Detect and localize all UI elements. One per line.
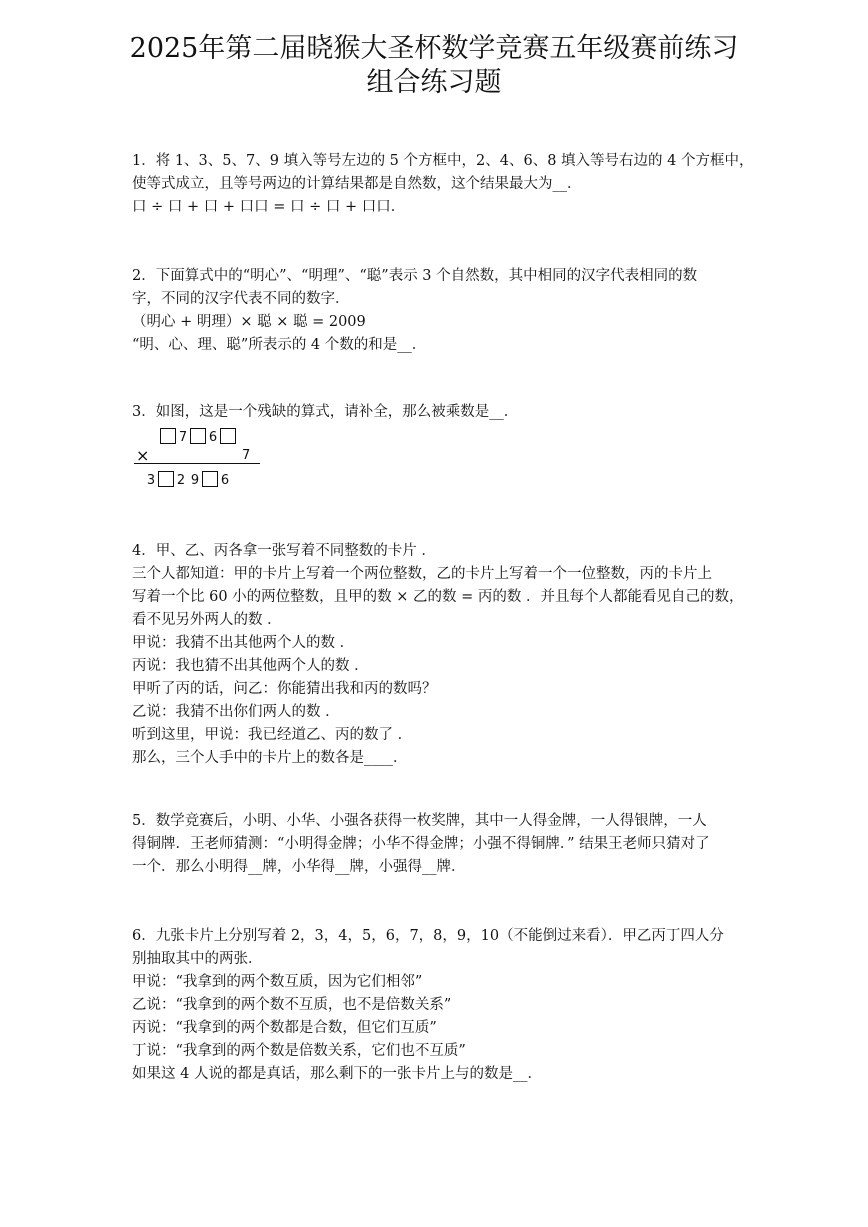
question-6-line: 如果这 4 人说的都是真话，那么剩下的一张卡片上与的数是__． — [132, 1066, 542, 1082]
question-1-line: 使等式成立，且等号两边的计算结果都是自然数，这个结果最大为__． — [132, 176, 582, 192]
question-3 — [132, 401, 742, 424]
page-title: 2025年第二届晓猴大圣杯数学竞赛五年级赛前练习 — [129, 33, 739, 64]
blank-box — [190, 428, 206, 444]
question-5-line: 得铜牌．王老师猜测：“小明得金牌；小华不得金牌；小强不得铜牌．” 结果王老师只猜对了 — [132, 836, 710, 852]
digit: 7 — [178, 430, 188, 445]
product-row — [144, 471, 232, 488]
question-4 — [132, 540, 742, 770]
question-6-line: 乙说：“我拿到的两个数不互质，也不是倍数关系” — [132, 997, 452, 1013]
question-1 — [132, 150, 754, 219]
question-4-line: 甲说：我猜不出其他两个人的数 ． — [132, 635, 355, 651]
question-1-equation: 口 ÷ 口 + 口 + 口口 = 口 ÷ 口 + 口口． — [132, 199, 406, 215]
question-6-line: 6．九张卡片上分别写着 2，3，4，5，6，7，8，9，10（不能倒过来看）．甲乙丙丁四人分 — [132, 928, 724, 944]
question-4-line: 那么，三个人手中的卡片上的数各是____． — [132, 750, 408, 766]
page-subtitle: 组合练习题 — [366, 67, 502, 98]
blank-box — [220, 428, 236, 444]
question-5-line: 一个．那么小明得__牌，小华得__牌，小强得__牌． — [132, 859, 466, 875]
question-4-line: 乙说：我猜不出你们两人的数 ． — [132, 704, 340, 720]
question-2-line: 字，不同的汉字代表不同的数字． — [132, 291, 350, 307]
digit: 9 — [190, 473, 200, 488]
product-line — [134, 463, 260, 464]
question-2-line: “明、心、理、聪”所表示的 4 个数的和是__． — [132, 337, 427, 353]
question-6-line: 别抽取其中的两张． — [132, 951, 263, 967]
question-4-line: 三个人都知道：甲的卡片上写着一个两位整数，乙的卡片上写着一个一位整数，丙的卡片上 — [132, 566, 712, 582]
question-4-line: 4．甲、乙、丙各拿一张写着不同整数的卡片 ． — [132, 543, 436, 559]
question-6-line: 丁说：“我拿到的两个数是倍数关系，它们也不互质” — [132, 1043, 466, 1059]
question-2-line: 2．下面算式中的“明心”、“明理”、“聪”表示 3 个自然数，其中相同的汉字代表相同的数 — [132, 268, 698, 284]
question-4-line: 甲听了丙的话，问乙：你能猜出我和丙的数吗？ — [132, 681, 437, 697]
question-6-line: 甲说：“我拿到的两个数互质，因为它们相邻” — [132, 974, 423, 990]
question-2 — [132, 265, 742, 357]
digit: 6 — [220, 473, 230, 488]
question-5 — [132, 810, 742, 879]
question-6-line: 丙说：“我拿到的两个数都是合数，但它们互质” — [132, 1020, 437, 1036]
question-2-equation: （明心 + 明理）× 聪 × 聪 = 2009 — [132, 314, 366, 330]
multiplier: 7 — [242, 448, 251, 463]
question-6 — [132, 925, 742, 1086]
digit: 2 — [176, 473, 186, 488]
multiplication-figure — [132, 426, 262, 492]
question-4-line: 写着一个比 60 小的两位整数，且甲的数 × 乙的数 = 丙的数 ．并且每个人都能看见自己的数， — [132, 589, 744, 605]
blank-box — [160, 428, 176, 444]
question-5-line: 5．数学竞赛后，小明、小华、小强各获得一枚奖牌，其中一人得金牌，一人得银牌，一人 — [132, 813, 707, 829]
blank-box — [202, 471, 218, 487]
digit: 6 — [208, 430, 218, 445]
times-sign: × — [136, 446, 150, 465]
digit: 3 — [146, 473, 156, 488]
question-4-line: 看不见另外两人的数 ． — [132, 612, 282, 628]
question-1-line: 1．将 1、3、5、7、9 填入等号左边的 5 个方框中，2、4、6、8 填入等号右边的 4 个方框中， — [132, 153, 754, 169]
question-4-line: 丙说：我也猜不出其他两个人的数 ． — [132, 658, 369, 674]
multiplicand-row — [160, 428, 236, 445]
blank-box — [158, 471, 174, 487]
question-3-line: 3．如图，这是一个残缺的算式，请补全，那么被乘数是__． — [132, 404, 519, 420]
question-4-line: 听到这里，甲说：我已经道乙、丙的数了 ． — [132, 727, 413, 743]
